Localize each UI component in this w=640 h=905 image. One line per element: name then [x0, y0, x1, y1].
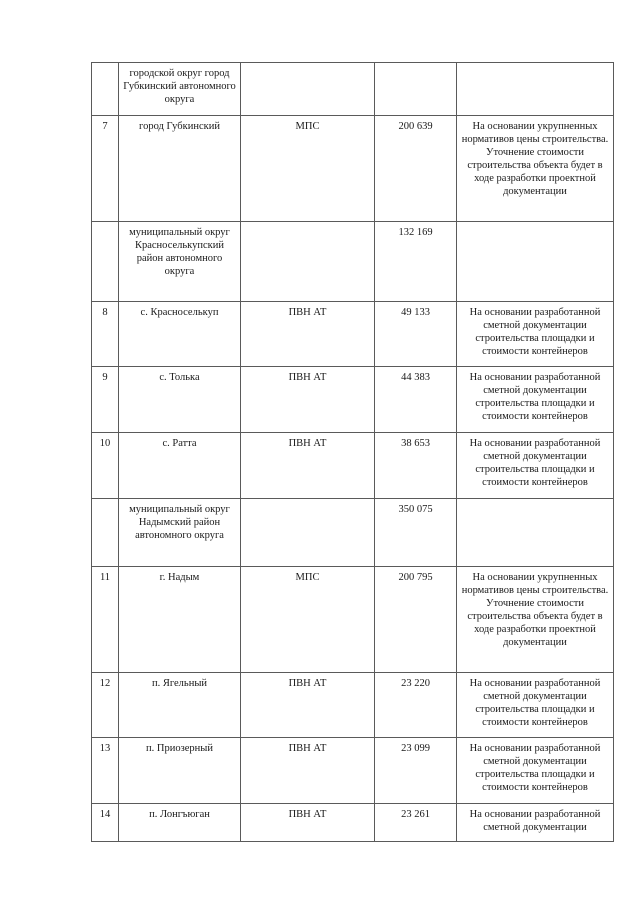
facility-type: ПВН АТ: [241, 738, 375, 804]
table-row: [92, 804, 614, 842]
cost-value: 200 795: [375, 567, 457, 673]
table-row: [92, 367, 614, 433]
table-row: [92, 433, 614, 499]
cost-basis-note: [457, 63, 614, 116]
cost-value: 49 133: [375, 302, 457, 367]
table-row: [92, 567, 614, 673]
facility-type: ПВН АТ: [241, 433, 375, 499]
cost-value: 23 261: [375, 804, 457, 842]
cost-value: 350 075: [375, 499, 457, 567]
municipality-name: с. Толька: [119, 367, 241, 433]
cost-basis-note: На основании укрупненных нормативов цены строительства. Уточнение стоимости строительства объекта будет в ходе разработки проектной документации: [457, 116, 614, 222]
facility-type: [241, 499, 375, 567]
cost-basis-note: [457, 222, 614, 302]
row-number: [92, 222, 119, 302]
municipality-name: муниципальный округ Надымский район автономного округа: [119, 499, 241, 567]
table-row: [92, 116, 614, 222]
row-number: 12: [92, 673, 119, 738]
table-row: [92, 738, 614, 804]
facility-type: МПС: [241, 567, 375, 673]
facility-type: ПВН АТ: [241, 367, 375, 433]
facilities-table: [91, 62, 614, 842]
cost-basis-note: На основании укрупненных нормативов цены строительства. Уточнение стоимости строительства объекта будет в ходе разработки проектной документации: [457, 567, 614, 673]
cost-value: 200 639: [375, 116, 457, 222]
cost-value: [375, 63, 457, 116]
facility-type: [241, 63, 375, 116]
cost-basis-note: На основании разработанной сметной документации: [457, 804, 614, 842]
facility-type: ПВН АТ: [241, 302, 375, 367]
cost-basis-note: На основании разработанной сметной документации строительства площадки и стоимости контейнеров: [457, 673, 614, 738]
municipality-name: городской округ город Губкинский автономного округа: [119, 63, 241, 116]
cost-value: 38 653: [375, 433, 457, 499]
municipality-name: с. Красноселькуп: [119, 302, 241, 367]
cost-value: 23 220: [375, 673, 457, 738]
row-number: 9: [92, 367, 119, 433]
row-number: 13: [92, 738, 119, 804]
row-number: [92, 499, 119, 567]
facility-type: [241, 222, 375, 302]
cost-basis-note: На основании разработанной сметной документации строительства площадки и стоимости контейнеров: [457, 302, 614, 367]
row-number: 14: [92, 804, 119, 842]
municipality-name: п. Лонгъюган: [119, 804, 241, 842]
municipality-name: город Губкинский: [119, 116, 241, 222]
facility-type: ПВН АТ: [241, 804, 375, 842]
cost-basis-note: На основании разработанной сметной документации строительства площадки и стоимости контейнеров: [457, 433, 614, 499]
facility-type: ПВН АТ: [241, 673, 375, 738]
cost-basis-note: [457, 499, 614, 567]
cost-value: 23 099: [375, 738, 457, 804]
facility-type: МПС: [241, 116, 375, 222]
table-row: [92, 63, 614, 116]
table-row: [92, 222, 614, 302]
cost-basis-note: На основании разработанной сметной документации строительства площадки и стоимости контейнеров: [457, 738, 614, 804]
table-row: [92, 673, 614, 738]
table-row: [92, 302, 614, 367]
municipality-name: п. Приозерный: [119, 738, 241, 804]
row-number: 10: [92, 433, 119, 499]
municipality-name: п. Ягельный: [119, 673, 241, 738]
row-number: [92, 63, 119, 116]
row-number: 11: [92, 567, 119, 673]
row-number: 8: [92, 302, 119, 367]
cost-basis-note: На основании разработанной сметной документации строительства площадки и стоимости контейнеров: [457, 367, 614, 433]
municipality-name: г. Надым: [119, 567, 241, 673]
row-number: 7: [92, 116, 119, 222]
table-row: [92, 499, 614, 567]
cost-value: 44 383: [375, 367, 457, 433]
municipality-name: с. Ратта: [119, 433, 241, 499]
cost-value: 132 169: [375, 222, 457, 302]
municipality-name: муниципальный округ Красноселькупский район автономного округа: [119, 222, 241, 302]
